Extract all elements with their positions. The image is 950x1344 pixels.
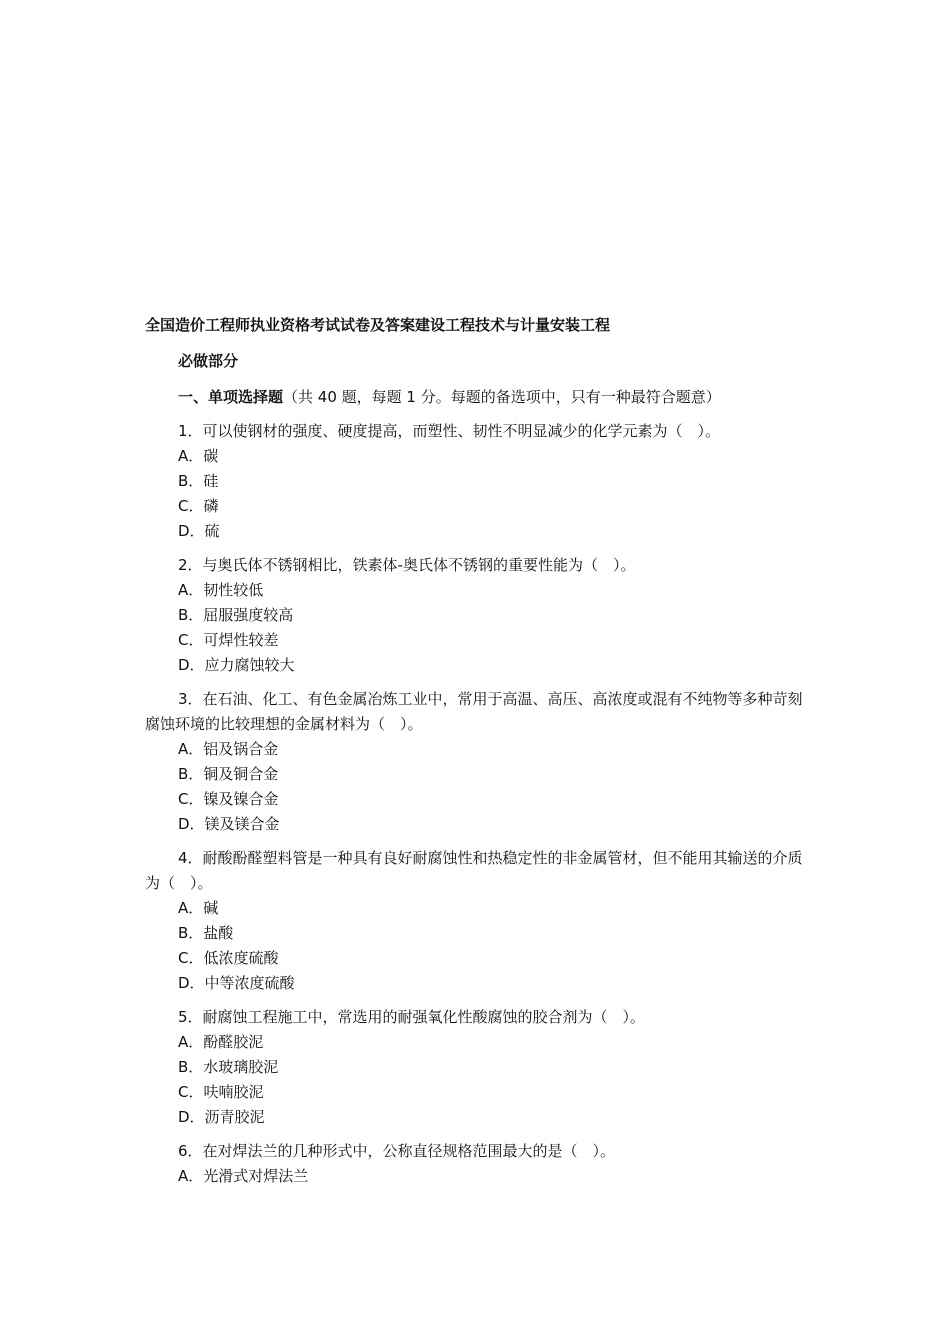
question-stem: 1．可以使钢材的强度、硬度提高，而塑性、韧性不明显减少的化学元素为（ ）。 — [178, 422, 721, 440]
question-3 — [145, 687, 815, 837]
question-4 — [145, 846, 815, 996]
part-heading: 必做部分 — [178, 352, 239, 370]
question-2 — [145, 553, 815, 678]
question-stem: 5．耐腐蚀工程施工中，常选用的耐强氧化性酸腐蚀的胶合剂为（ ）。 — [178, 1008, 646, 1026]
option-d: D．沥青胶泥 — [178, 1108, 265, 1126]
section-heading: 一、单项选择题 — [178, 388, 284, 406]
document-title: 全国造价工程师执业资格考试试卷及答案建设工程技术与计量安装工程 — [145, 316, 611, 334]
section-note: （共 40 题，每题 1 分。每题的备选项中，只有一种最符合题意） — [283, 388, 721, 406]
option-a: A．光滑式对焊法兰 — [178, 1167, 309, 1185]
option-a: A．酚醛胶泥 — [178, 1033, 264, 1051]
option-b: B．硅 — [178, 472, 219, 490]
option-c: C．镍及镍合金 — [178, 790, 279, 808]
document-page — [145, 314, 815, 1198]
option-a: A．碱 — [178, 899, 219, 917]
option-b: B．盐酸 — [178, 924, 234, 942]
question-stem: 3．在石油、化工、有色金属冶炼工业中，常用于高温、高压、高浓度或混有不纯物等多种苛刻腐蚀环境的比较理想的金属材料为（ ）。 — [145, 690, 803, 733]
option-b: B．水玻璃胶泥 — [178, 1058, 279, 1076]
question-1 — [145, 419, 815, 544]
question-stem: 6．在对焊法兰的几种形式中，公称直径规格范围最大的是（ ）。 — [178, 1142, 616, 1160]
option-b: B．铜及铜合金 — [178, 765, 279, 783]
option-d: D．硫 — [178, 522, 220, 540]
option-c: C．低浓度硫酸 — [178, 949, 279, 967]
question-6 — [145, 1139, 815, 1189]
section-intro — [145, 386, 815, 408]
question-stem: 4．耐酸酚醛塑料管是一种具有良好耐腐蚀性和热稳定性的非金属管材，但不能用其输送的介质为（ ）。 — [145, 849, 803, 892]
option-d: D．中等浓度硫酸 — [178, 974, 295, 992]
option-a: A．铝及锅合金 — [178, 740, 279, 758]
option-a: A．碳 — [178, 447, 219, 465]
question-5 — [145, 1005, 815, 1130]
option-c: C．呋喃胶泥 — [178, 1083, 264, 1101]
option-c: C．磷 — [178, 497, 219, 515]
option-a: A．韧性较低 — [178, 581, 264, 599]
option-b: B．屈服强度较高 — [178, 606, 294, 624]
option-c: C．可焊性较差 — [178, 631, 279, 649]
option-d: D．应力腐蚀较大 — [178, 656, 295, 674]
option-d: D．镁及镁合金 — [178, 815, 280, 833]
question-stem: 2．与奥氏体不锈钢相比，铁素体-奥氏体不锈钢的重要性能为（ ）。 — [178, 556, 636, 574]
